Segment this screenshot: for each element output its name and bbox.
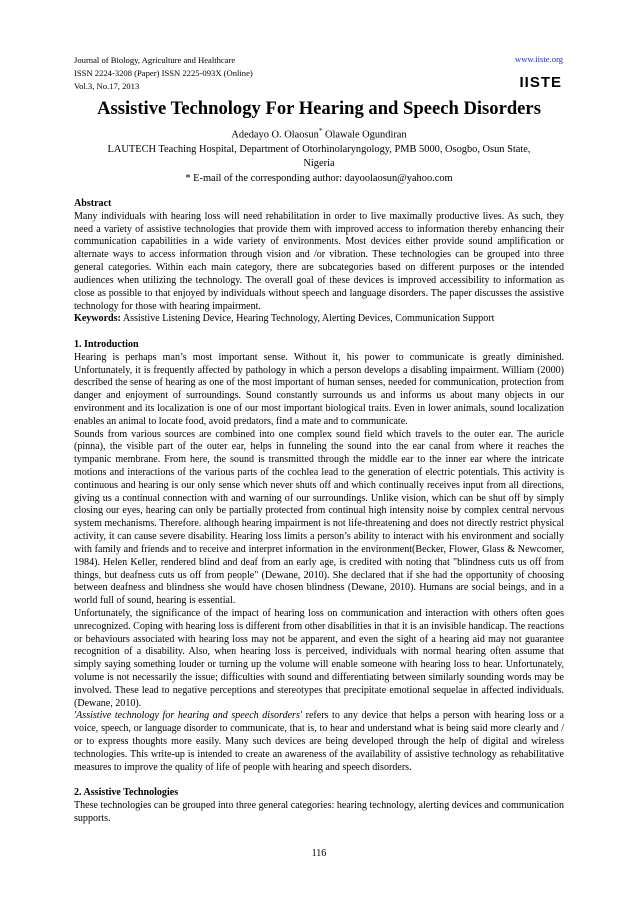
abstract-heading: Abstract xyxy=(74,198,112,209)
section-1-heading: 1. Introduction xyxy=(74,338,139,350)
section-2-paragraph-1: These technologies can be grouped into three general categories: hearing technology, alerting devices and communication supports. xyxy=(74,800,564,824)
keywords-line xyxy=(74,313,564,326)
definition-term: 'Assistive technology for hearing and speech disorders' xyxy=(74,710,303,722)
keywords-label: Keywords: xyxy=(74,313,121,325)
journal-website-link[interactable]: www.iiste.org xyxy=(515,54,563,64)
affiliation-line-2: Nigeria xyxy=(303,158,335,170)
page-number: 116 xyxy=(311,848,327,859)
corresponding-mark: * xyxy=(318,127,323,135)
corresponding-email: * E-mail of the corresponding author: dayoolaosun@yahoo.com xyxy=(185,172,453,184)
author-names xyxy=(74,124,564,143)
journal-volume: Vol.3, No.17, 2013 xyxy=(74,81,140,92)
iiste-logo-text: IISTE xyxy=(519,74,562,91)
author-1: Adedayo O. Olaosun xyxy=(231,129,319,141)
section-1-paragraph-1: Hearing is perhaps man’s most important sense. Without it, his power to communicate is greatly diminished. Unfortunately, it is frequently affected by pathology in which a person develops a disabling impairment. William (2000) described the sense of hearing as one of the most important of human senses, needed for communication, protection from danger and enjoyment of surroundings. Sound constantly surrounds us and informs us about many objects in our environment and its localization is one of our most important biological traits. Even in lower animals, sound localization enables an animal to locate food, avoid predators, find a mate and to communicate. xyxy=(74,351,564,427)
affiliation-line-1: LAUTECH Teaching Hospital, Department of Otorhinolaryngology, PMB 5000, Osogbo, Osun State, xyxy=(107,143,531,155)
section-1-paragraph-4 xyxy=(74,710,564,774)
definition-text: refers to any device that helps a person with hearing loss or a voice, speech, or language disorder to communicate, that is, to hear and understand what is being said more clearly and / or to express thoughts more easily. Many such devices are being developed through the help of digital and wireless technologies. This write-up is intended to create an awareness of the availability of assistive technology as rehabilitative measures to improve the quality of life of people with hearing and speech disorders. xyxy=(74,710,564,773)
section-2-heading: 2. Assistive Technologies xyxy=(74,787,179,799)
paper-title: Assistive Technology For Hearing and Speech Disorders xyxy=(97,98,541,119)
journal-issn: ISSN 2224-3208 (Paper) ISSN 2225-093X (Online) xyxy=(74,68,253,79)
keywords-list: Assistive Listening Device, Hearing Technology, Alerting Devices, Communication Support xyxy=(120,313,495,325)
paper-body xyxy=(74,198,564,826)
abstract-text: Many individuals with hearing loss will need rehabilitation in order to live maximally productive lives. As such, they need a variety of assistive technologies that provide them with improved access to information thereby enhancing their communication capabilities in a wide variety of environments. Most devices either provide sound amplification or alternate ways to access information through vision and /or vibration. These technologies can be grouped into three general categories. Within each main category, there are subcategories based on different purposes or the intended audiences when utilizing the technology. The overall goal of these devices is improved accessibility to information as close as possible to that enjoyed by individuals without speech and language disorders. The paper discusses the assistive technology for those with hearing impairment. xyxy=(74,210,564,312)
section-1-paragraph-2: Sounds from various sources are combined into one complex sound field which travels to the outer ear. The auricle (pinna), the visible part of the outer ear, helps in funneling the sound into the ear canal from where it reaches the tympanic membrane. From here, the sound is transmitted through the middle ear to the inner ear where the intricate motions and interactions of the various parts of the cochlea lead to the generation of electric potentials. This activity is continuous and hearing is our only sense which never shuts off and which continually receives input from all directions, giving us a continual connection with and warning of our surroundings. Unlike vision, which can be shut off by simply closing our eyes, hearing can only be partially protected from continual high intensity noise by complex central nervous system mechanisms. Therefore. although hearing impairment is not life-threatening and does not directly restrict physical activity, it can cause severe disability. Hearing loss limits a person’s ability to interact with his environment and socially with family and friends and to receive and interpret information in the environment(Becker, Flower, Glass & Newcomer, 1984). Helen Keller, rendered blind and deaf from an early age, is credited with noting that "blindness cuts us off from things, but deafness cuts us off from people" (Dewane, 2010). She declared that if she had the opportunity of choosing between deafness and blindness she would have chosen blindness (Dewane, 2010). Humans are social beings, and in a world full of sound, hearing is essential. xyxy=(74,428,564,607)
iiste-logo xyxy=(510,73,562,93)
section-1-paragraph-3: Unfortunately, the significance of the impact of hearing loss on communication and interaction with others often goes unrecognized. Coping with hearing loss is different from other disabilities in that it is an invisible handicap. The reactions or behaviours associated with hearing loss may not be apparent, and even the sight of a hearing aid may not guarantee recognition of a disability. Also, when hearing loss is perceived, individuals with normal hearing often assume that simply saying something louder or turning up the volume will enable someone with hearing loss to hear. Unfortunately, volume is not necessarily the issue; difficulties with sound and differentiating between similarly sounding words may be involved. These lead to negative perceptions and stereotypes that precipitate emotional sequelae in affected individuals. (Dewane, 2010). xyxy=(74,607,564,709)
author-2: Olawale Ogundiran xyxy=(322,129,407,141)
author-block xyxy=(74,124,564,186)
journal-name: Journal of Biology, Agriculture and Healthcare xyxy=(74,55,236,65)
journal-header xyxy=(74,54,253,94)
